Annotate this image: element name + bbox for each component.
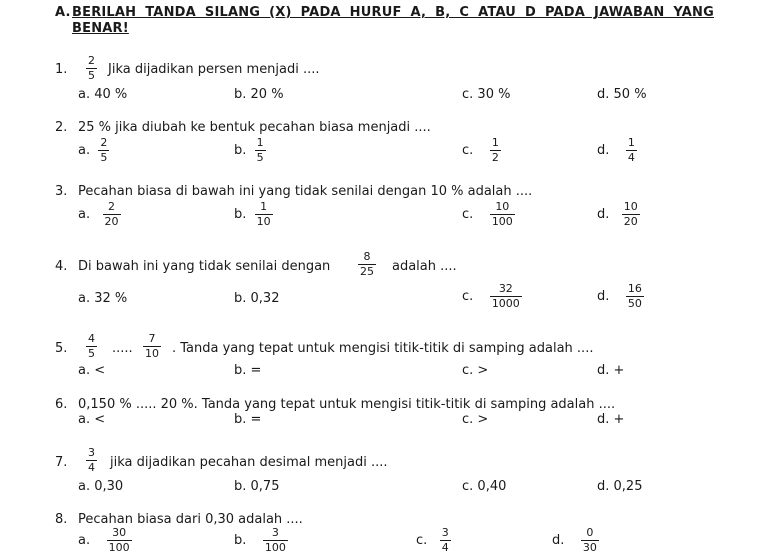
- option-b[interactable]: b. 0,32: [234, 291, 280, 306]
- option-b[interactable]: b. 0,75: [234, 479, 280, 494]
- option-a[interactable]: a. 32 %: [78, 291, 128, 306]
- option-d[interactable]: d. 50 %: [597, 87, 647, 102]
- option-b[interactable]: b. $\frac{1}{5}$: [234, 136, 264, 164]
- option-c[interactable]: c. 0,40: [462, 479, 507, 494]
- option-a[interactable]: a. <: [78, 363, 106, 378]
- option-b[interactable]: b. $\frac{1}{10}$: [234, 200, 271, 228]
- question-number: 3.: [55, 184, 68, 199]
- question-number: 5.: [55, 341, 68, 356]
- comparison-dots: .....: [112, 341, 133, 356]
- option-b[interactable]: b. $\frac{3}{100}$: [234, 526, 286, 554]
- section-title-line2: BENAR!: [72, 21, 129, 36]
- question-number: 6.: [55, 397, 68, 412]
- question-text: Di bawah ini yang tidak senilai dengan: [78, 259, 331, 274]
- option-a[interactable]: a. $\frac{2}{5}$: [78, 136, 108, 164]
- question-text: Jika dijadikan persen menjadi ....: [108, 62, 320, 77]
- question-text: jika dijadikan pecahan desimal menjadi ....: [110, 455, 388, 470]
- option-c[interactable]: c. $\frac{1}{2}$: [462, 136, 499, 164]
- option-b[interactable]: b. =: [234, 412, 262, 427]
- question-text: . Tanda yang tepat untuk mengisi titik-titik di samping adalah ....: [172, 341, 594, 356]
- question-number: 4.: [55, 259, 68, 274]
- option-b[interactable]: b. 20 %: [234, 87, 284, 102]
- question-fraction: $\frac{8}{25}$: [360, 250, 374, 278]
- option-d[interactable]: d. 0,25: [597, 479, 643, 494]
- question-fraction-right: $\frac{7}{10}$: [145, 332, 159, 360]
- option-a[interactable]: a. 0,30: [78, 479, 124, 494]
- option-a[interactable]: a. $\frac{30}{100}$: [78, 526, 130, 554]
- option-d[interactable]: d. +: [597, 412, 625, 427]
- question-text: Pecahan biasa di bawah ini yang tidak senilai dengan 10 % adalah ....: [78, 184, 533, 199]
- question-text: Pecahan biasa dari 0,30 adalah ....: [78, 512, 303, 527]
- option-d[interactable]: d. $\frac{0}{30}$: [552, 526, 597, 554]
- option-a[interactable]: a. 40 %: [78, 87, 128, 102]
- option-d[interactable]: d. $\frac{16}{50}$: [597, 282, 642, 310]
- option-d[interactable]: d. $\frac{10}{20}$: [597, 200, 638, 228]
- question-number: 8.: [55, 512, 68, 527]
- question-text-after: adalah ....: [392, 259, 457, 274]
- question-fraction: [86, 55, 97, 82]
- option-c[interactable]: c. 30 %: [462, 87, 511, 102]
- option-d[interactable]: d. +: [597, 363, 625, 378]
- question-text: 25 % jika diubah ke bentuk pecahan biasa menjadi ....: [78, 120, 431, 135]
- option-a[interactable]: a. <: [78, 412, 106, 427]
- fraction-denominator: 5: [88, 69, 95, 82]
- option-b[interactable]: b. =: [234, 363, 262, 378]
- question-number: 1.: [55, 62, 68, 77]
- option-a[interactable]: a. $\frac{2}{20}$: [78, 200, 119, 228]
- fraction-numerator: 2: [88, 54, 95, 67]
- option-c[interactable]: c. >: [462, 412, 489, 427]
- option-d[interactable]: d. $\frac{1}{4}$: [597, 136, 635, 164]
- question-fraction: $\frac{3}{4}$: [88, 446, 95, 474]
- option-c[interactable]: c. $\frac{3}{4}$: [416, 526, 449, 554]
- section-letter: A.: [55, 5, 71, 20]
- section-title-line1: BERILAH TANDA SILANG (X) PADA HURUF A, B, C ATAU D PADA JAWABAN YANG: [72, 5, 714, 20]
- question-number: 2.: [55, 120, 68, 135]
- question-text: 0,150 % ..... 20 %. Tanda yang tepat untuk mengisi titik-titik di samping adalah ....: [78, 397, 616, 412]
- option-c[interactable]: c. >: [462, 363, 489, 378]
- option-c[interactable]: c. $\frac{32}{1000}$: [462, 282, 520, 310]
- option-c[interactable]: c. $\frac{10}{100}$: [462, 200, 513, 228]
- question-fraction-left: $\frac{4}{5}$: [88, 332, 95, 360]
- question-number: 7.: [55, 455, 68, 470]
